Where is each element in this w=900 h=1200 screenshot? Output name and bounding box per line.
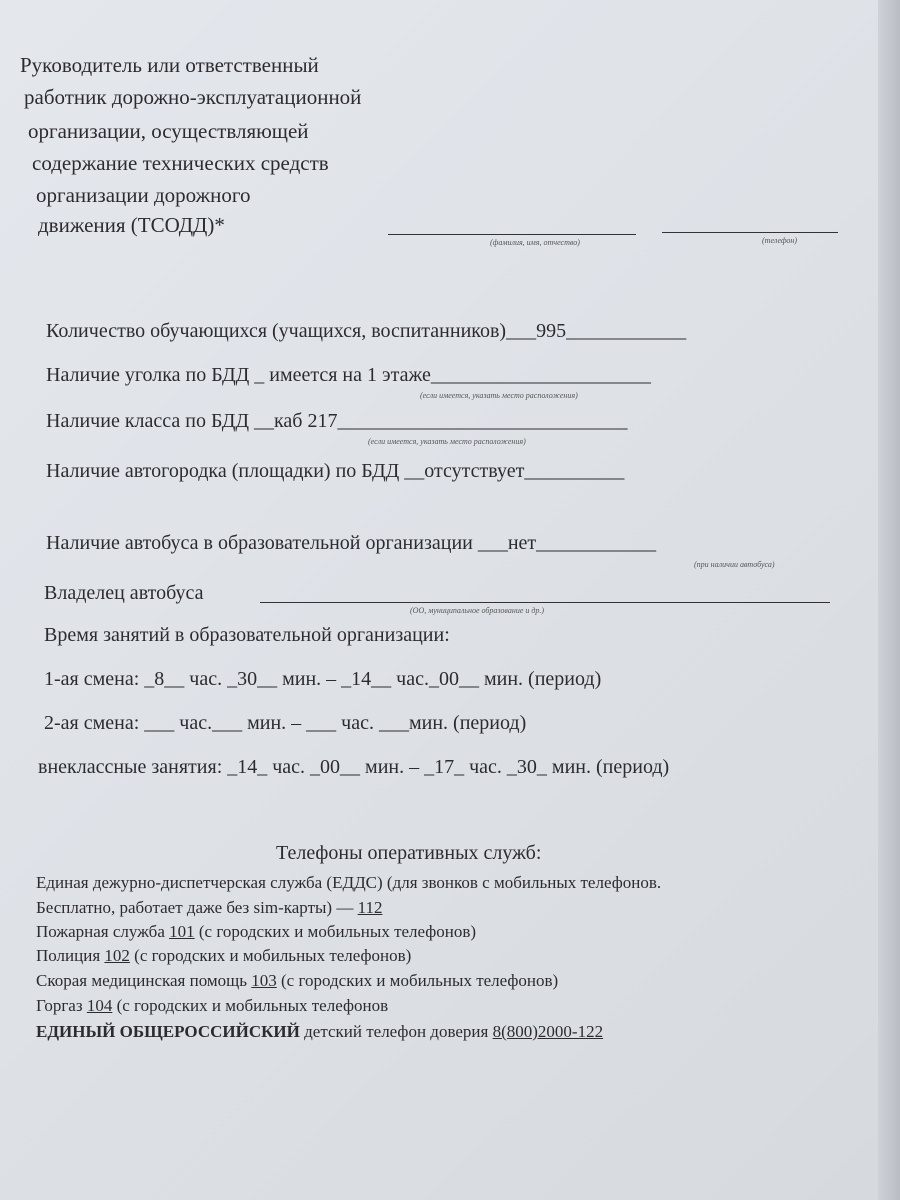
phone-edds-text: Бесплатно, работает даже без sim-карты) — [36, 898, 358, 917]
bdd-corner: Наличие уголка по БДД _ имеется на 1 этаже______________________ [46, 364, 651, 386]
bus-presence: Наличие автобуса в образовательной организации ___нет____________ [46, 532, 657, 554]
students-count: Количество обучающихся (учащихся, воспитанников)___995____________ [46, 320, 687, 342]
bdd-class: Наличие класса по БДД __каб 217_____________________________ [46, 410, 628, 432]
autogorodok: Наличие автогородка (площадки) по БДД __отсутствует__________ [46, 460, 625, 482]
phone-police-note: (с городских и мобильных телефонов) [129, 946, 412, 965]
phone-police-label: Полиция [36, 946, 105, 965]
page-edge-shadow [878, 0, 900, 1200]
extracurricular: внеклассные занятия: _14_ час. _00__ мин. – _17_ час. _30_ мин. (период) [38, 756, 670, 778]
phone-fire-number: 101 [169, 922, 195, 941]
hint-corner-location: (если имеется, указать место расположения) [420, 391, 578, 400]
hint-bus: (при наличии автобуса) [694, 560, 775, 569]
phones-heading: Телефоны оперативных служб: [276, 842, 542, 864]
signature-line-phone [662, 232, 838, 233]
bus-owner-line [260, 602, 830, 603]
bus-owner-label: Владелец автобуса [44, 582, 204, 604]
phone-trust-bold: ЕДИНЫЙ ОБЩЕРОССИЙСКИЙ [36, 1022, 300, 1041]
shift-2: 2-ая смена: ___ час.___ мин. – ___ час. ___мин. (период) [44, 712, 527, 734]
org-line-6: движения (ТСОДД)* [38, 213, 225, 237]
phone-ambulance [36, 971, 558, 991]
phone-edds-line-1: Единая дежурно-диспетчерская служба (ЕДДС) (для звонков с мобильных телефонов. [36, 873, 662, 892]
org-line-5: организации дорожного [36, 183, 251, 207]
hint-fio: (фамилия, имя, отчество) [490, 238, 580, 247]
phone-gas [36, 996, 388, 1016]
phone-trust-text: детский телефон доверия [299, 1022, 493, 1041]
hint-class-location: (если имеется, указать место расположения) [368, 437, 526, 446]
phone-gas-note: (с городских и мобильных телефонов [112, 996, 389, 1015]
phone-police-number: 102 [104, 946, 130, 965]
phone-ambulance-note: (с городских и мобильных телефонов) [276, 971, 559, 990]
phone-ambulance-label: Скорая медицинская помощь [36, 971, 252, 990]
phone-fire-note: (с городских и мобильных телефонов) [194, 922, 477, 941]
hint-bus-owner: (ОО, муниципальное образование и др.) [410, 606, 545, 615]
phone-ambulance-number: 103 [251, 971, 277, 990]
signature-line-fio [388, 234, 636, 235]
phone-gas-number: 104 [86, 996, 113, 1015]
hint-phone: (телефон) [762, 236, 798, 245]
phone-fire-label: Пожарная служба [36, 922, 170, 941]
org-line-1: Руководитель или ответственный [20, 53, 319, 77]
phone-edds-line-2 [36, 898, 382, 918]
shift-1: 1-ая смена: _8__ час. _30__ мин. – _14__ час._00__ мин. (период) [44, 668, 602, 690]
phone-police [36, 946, 411, 966]
phone-fire [36, 922, 476, 942]
time-heading: Время занятий в образовательной организации: [44, 624, 450, 646]
phone-gas-label: Горгаз [36, 996, 87, 1015]
org-line-2: работник дорожно-эксплуатационной [24, 85, 362, 109]
org-line-3: организации, осуществляющей [28, 119, 309, 143]
phone-edds-number: 112 [357, 898, 383, 917]
phone-trust [36, 1022, 603, 1042]
org-line-4: содержание технических средств [32, 151, 329, 175]
phone-trust-number: 8(800)2000-122 [492, 1022, 604, 1041]
